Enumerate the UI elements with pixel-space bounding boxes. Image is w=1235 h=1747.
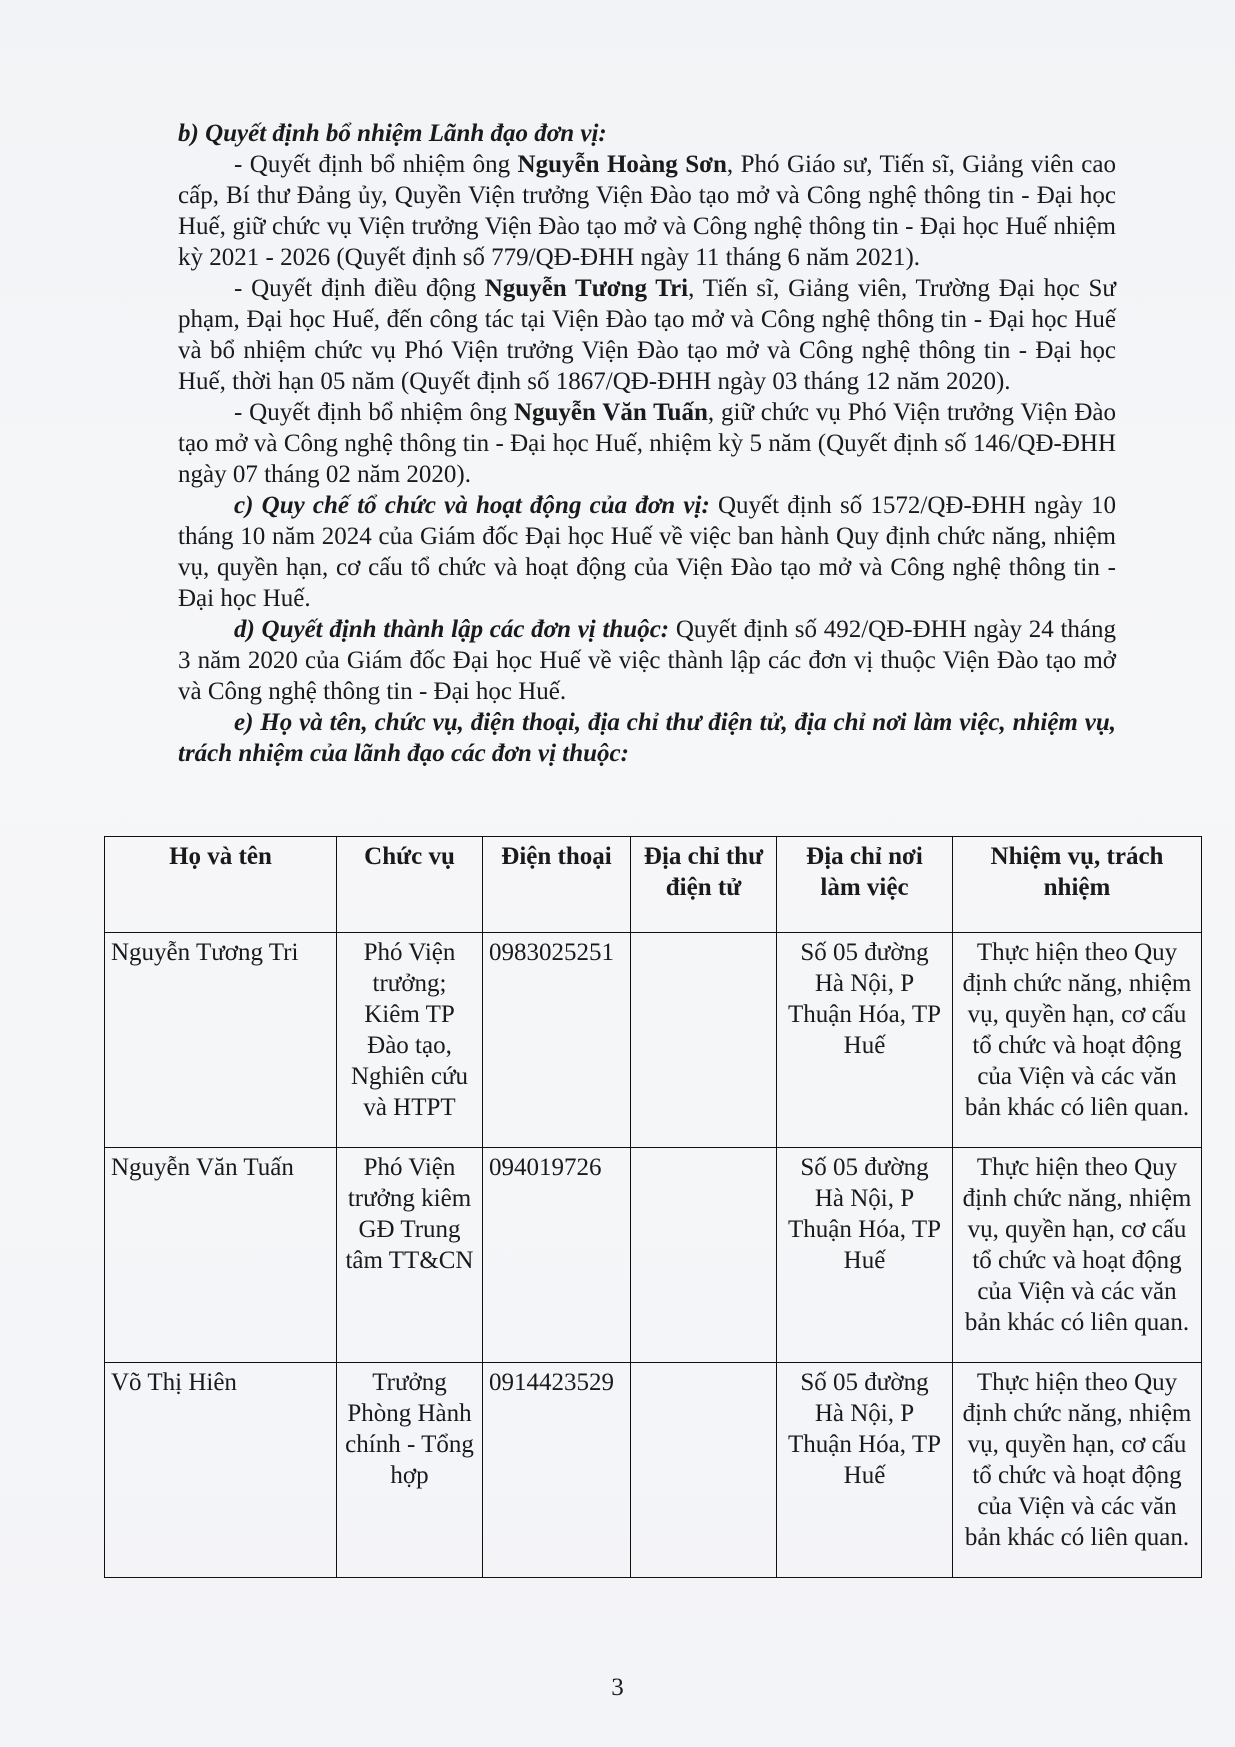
- cell-duty: Thực hiện theo Quy định chức năng, nhiệm vụ, quyền hạn, cơ cấu tổ chức và hoạt động của Viện và các văn bản khác có liên quan.: [953, 1363, 1202, 1578]
- cell-address: Số 05 đường Hà Nội, P Thuận Hóa, TP Huế: [777, 1148, 953, 1363]
- cell-address: Số 05 đường Hà Nội, P Thuận Hóa, TP Huế: [777, 933, 953, 1148]
- cell-email: [631, 1148, 777, 1363]
- cell-email: [631, 1363, 777, 1578]
- cell-email: [631, 933, 777, 1148]
- header-phone: Điện thoại: [483, 837, 631, 933]
- header-duty: Nhiệm vụ, trách nhiệm: [953, 837, 1202, 933]
- appointee-name: Nguyễn Tương Tri: [484, 275, 689, 302]
- section-c-paragraph: c) Quy chế tổ chức và hoạt động của đơn vị: Quyết định số 1572/QĐ-ĐHH ngày 10 tháng 10 năm 2024 của Giám đốc Đại học Huế về việc ban hành Quy định chức năng, nhiệm vụ, quyền hạn, cơ cấu tổ chức và hoạt động của Viện Đào tạo mở và Công nghệ thông tin - Đại học Huế.: [178, 492, 1116, 612]
- table-header-row: [105, 837, 1202, 933]
- cell-duty: Thực hiện theo Quy định chức năng, nhiệm vụ, quyền hạn, cơ cấu tổ chức và hoạt động của Viện và các văn bản khác có liên quan.: [953, 933, 1202, 1148]
- cell-phone: 0914423529: [483, 1363, 631, 1578]
- document-body: [178, 118, 1116, 769]
- cell-phone: 0983025251: [483, 933, 631, 1148]
- header-email: Địa chỉ thư điện tử: [631, 837, 777, 933]
- page-number: 3: [611, 1674, 624, 1701]
- section-e-heading: e) Họ và tên, chức vụ, điện thoại, địa chỉ thư điện tử, địa chỉ nơi làm việc, nhiệm vụ, trách nhiệm của lãnh đạo các đơn vị thuộc:: [178, 709, 1116, 767]
- appointment-paragraph: - Quyết định điều động Nguyễn Tương Tri, Tiến sĩ, Giảng viên, Trường Đại học Sư phạm, Đại học Huế, đến công tác tại Viện Đào tạo mở và Công nghệ thông tin - Đại học Huế và bổ nhiệm chức vụ Phó Viện trưởng Viện Đào tạo mở và Công nghệ thông tin - Đại học Huế, thời hạn 05 năm (Quyết định số 1867/QĐ-ĐHH ngày 03 tháng 12 năm 2020).: [178, 275, 1116, 395]
- header-name: Họ và tên: [105, 837, 337, 933]
- header-address: Địa chỉ nơi làm việc: [777, 837, 953, 933]
- cell-duty: Thực hiện theo Quy định chức năng, nhiệm vụ, quyền hạn, cơ cấu tổ chức và hoạt động của Viện và các văn bản khác có liên quan.: [953, 1148, 1202, 1363]
- section-c-heading: c) Quy chế tổ chức và hoạt động của đơn vị:: [234, 492, 710, 519]
- header-position: Chức vụ: [337, 837, 483, 933]
- cell-name: Nguyễn Tương Tri: [105, 933, 337, 1148]
- table-row: [105, 933, 1202, 1148]
- section-b-heading: b) Quyết định bổ nhiệm Lãnh đạo đơn vị:: [178, 120, 607, 147]
- cell-position: Phó Viện trưởng; Kiêm TP Đào tạo, Nghiên cứu và HTPT: [337, 933, 483, 1148]
- table-row: [105, 1148, 1202, 1363]
- leaders-table: [104, 836, 1202, 1578]
- appointment-paragraph: - Quyết định bổ nhiệm ông Nguyễn Văn Tuấn, giữ chức vụ Phó Viện trưởng Viện Đào tạo mở và Công nghệ thông tin - Đại học Huế, nhiệm kỳ 5 năm (Quyết định số 146/QĐ-ĐHH ngày 07 tháng 02 năm 2020).: [178, 399, 1117, 488]
- cell-address: Số 05 đường Hà Nội, P Thuận Hóa, TP Huế: [777, 1363, 953, 1578]
- cell-name: Võ Thị Hiên: [105, 1363, 337, 1578]
- cell-name: Nguyễn Văn Tuấn: [105, 1148, 337, 1363]
- table-row: [105, 1363, 1202, 1578]
- section-d-heading: d) Quyết định thành lập các đơn vị thuộc:: [234, 616, 670, 643]
- appointee-name: Nguyễn Hoàng Sơn: [517, 151, 727, 178]
- cell-phone: 094019726: [483, 1148, 631, 1363]
- cell-position: Trưởng Phòng Hành chính - Tổng hợp: [337, 1363, 483, 1578]
- appointment-paragraph: - Quyết định bổ nhiệm ông Nguyễn Hoàng Sơn, Phó Giáo sư, Tiến sĩ, Giảng viên cao cấp, Bí thư Đảng ủy, Quyền Viện trưởng Viện Đào tạo mở và Công nghệ thông tin - Đại học Huế, giữ chức vụ Viện trưởng Viện Đào tạo mở và Công nghệ thông tin - Đại học Huế nhiệm kỳ 2021 - 2026 (Quyết định số 779/QĐ-ĐHH ngày 11 tháng 6 năm 2021).: [178, 151, 1116, 271]
- appointee-name: Nguyễn Văn Tuấn: [513, 399, 708, 426]
- cell-position: Phó Viện trưởng kiêm GĐ Trung tâm TT&CN: [337, 1148, 483, 1363]
- section-d-paragraph: d) Quyết định thành lập các đơn vị thuộc: Quyết định số 492/QĐ-ĐHH ngày 24 tháng 3 năm 2020 của Giám đốc Đại học Huế về việc thành lập các đơn vị thuộc Viện Đào tạo mở và Công nghệ thông tin - Đại học Huế.: [178, 616, 1116, 705]
